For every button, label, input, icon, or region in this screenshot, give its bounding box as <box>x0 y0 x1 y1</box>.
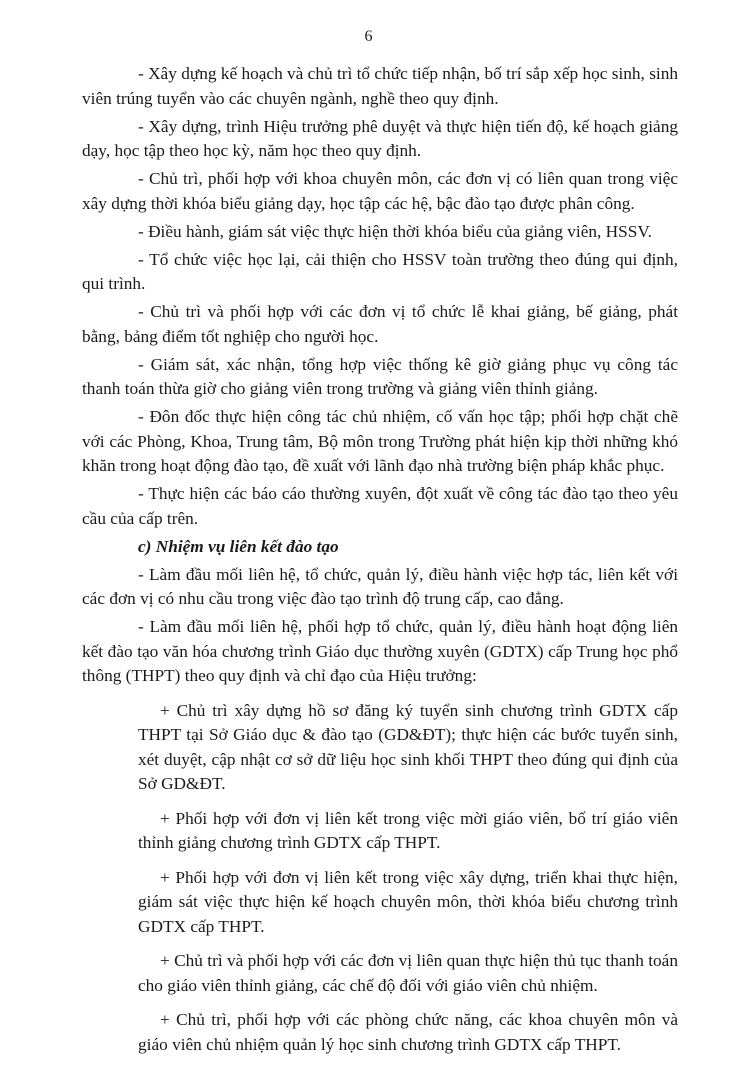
paragraph: - Xây dựng, trình Hiệu trưởng phê duyệt và thực hiện tiến độ, kế hoạch giảng dạy, học tập theo học kỳ, năm học theo quy định. <box>82 116 678 160</box>
paragraph: - Thực hiện các báo cáo thường xuyên, đột xuất về công tác đào tạo theo yêu cầu của cấp trên. <box>82 484 678 528</box>
document-body <box>82 62 678 1067</box>
paragraph: - Làm đầu mối liên hệ, phối hợp tổ chức, quản lý, điều hành hoạt động liên kết đào tạo văn hóa chương trình Giáo dục thường xuyên (GDTX) cấp Trung học phổ thông (THPT) theo quy định và chỉ đạo của Hiệu trưởng: <box>82 617 678 685</box>
sub-item: + Phối hợp với đơn vị liên kết trong việc mời giáo viên, bố trí giáo viên thỉnh giảng chương trình GDTX cấp THPT. <box>138 808 678 852</box>
sub-item: + Chủ trì xây dựng hồ sơ đăng ký tuyển sinh chương trình GDTX cấp THPT tại Sở Giáo dục & đào tạo (GD&ĐT); thực hiện các bước tuyển sinh, xét duyệt, cập nhật cơ sở dữ liệu học sinh khối THPT theo đúng qui định của Sở GD&ĐT. <box>138 700 678 793</box>
page-number: 6 <box>364 28 373 45</box>
sub-item: + Phối hợp với đơn vị liên kết trong việc xây dựng, triển khai thực hiện, giám sát việc thực hiện kế hoạch chuyên môn, thời khóa biểu chương trình GDTX cấp THPT. <box>138 867 678 936</box>
paragraph: - Tổ chức việc học lại, cải thiện cho HSSV toàn trường theo đúng qui định, qui trình. <box>82 249 678 293</box>
paragraph: - Chủ trì và phối hợp với các đơn vị tổ chức lễ khai giảng, bế giảng, phát bằng, bảng điểm tốt nghiệp cho người học. <box>82 302 678 346</box>
paragraph: - Giám sát, xác nhận, tổng hợp việc thống kê giờ giảng phục vụ công tác thanh toán thừa giờ cho giảng viên trong trường và giảng viên thỉnh giảng. <box>82 354 678 398</box>
paragraph: - Đôn đốc thực hiện công tác chủ nhiệm, cố vấn học tập; phối hợp chặt chẽ với các Phòng, Khoa, Trung tâm, Bộ môn trong Trường phát hiện kịp thời những khó khăn trong hoạt động đào tạo, đề xuất với lãnh đạo nhà trường biện pháp khắc phục. <box>82 407 678 475</box>
section-heading: c) Nhiệm vụ liên kết đào tạo <box>138 537 339 556</box>
paragraph: - Làm đầu mối liên hệ, tổ chức, quản lý, điều hành việc hợp tác, liên kết với các đơn vị có nhu cầu trong việc đào tạo trình độ trung cấp, cao đẳng. <box>82 564 678 608</box>
paragraph: - Xây dựng kế hoạch và chủ trì tổ chức tiếp nhận, bố trí sắp xếp học sinh, sinh viên trúng tuyển vào các chuyên ngành, nghề theo quy định. <box>82 64 678 108</box>
paragraph: - Điều hành, giám sát việc thực hiện thời khóa biểu của giảng viên, HSSV. <box>138 221 652 241</box>
sub-item: + Chủ trì, phối hợp với các phòng chức năng, các khoa chuyên môn và giáo viên chủ nhiệm quản lý học sinh chương trình GDTX cấp THPT. <box>138 1010 678 1054</box>
sub-item: + Chủ trì và phối hợp với các đơn vị liên quan thực hiện thủ tục thanh toán cho giáo viên thỉnh giảng, các chế độ đối với giáo viên chủ nhiệm. <box>138 951 678 995</box>
paragraph: - Chủ trì, phối hợp với khoa chuyên môn, các đơn vị có liên quan trong việc xây dựng thời khóa biểu giảng dạy, học tập các hệ, bậc đào tạo được phân công. <box>82 169 678 213</box>
